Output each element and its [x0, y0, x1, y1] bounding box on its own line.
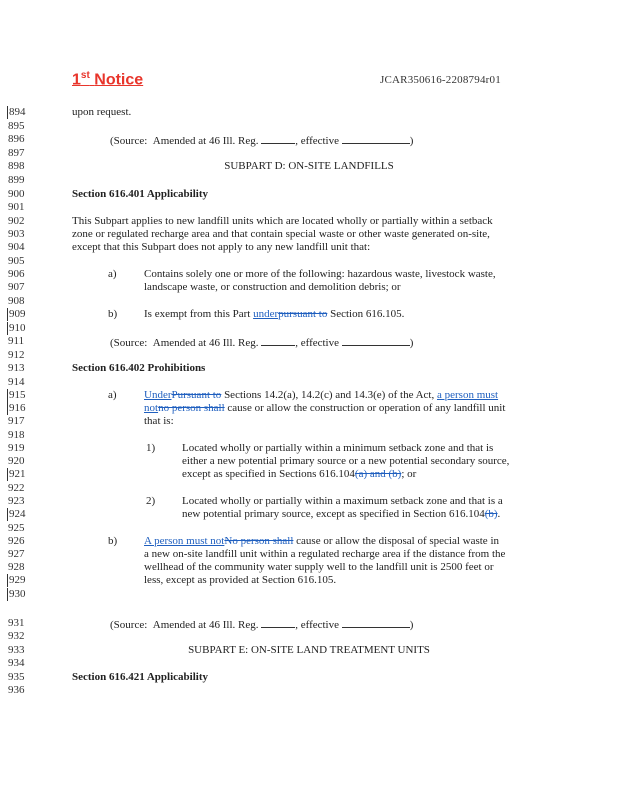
- line-number: 909: [7, 308, 35, 321]
- item-b-label: b): [108, 308, 118, 320]
- insertion-not: not: [144, 402, 159, 414]
- subpart-d-heading: SUBPART D: ON-SITE LANDFILLS: [224, 160, 394, 172]
- line-number: 911: [8, 335, 25, 347]
- line-number: 928: [8, 561, 25, 573]
- source-note-1: (Source: Amended at 46 Ill. Reg. , effective ): [110, 135, 414, 147]
- deletion-a-and-b: (a) and (b): [354, 468, 402, 480]
- subitem-1-920: either a new potential primary source or a new potential secondary source,: [182, 455, 510, 467]
- item-b-909: Is exempt from this Part underpursuant to Section 616.105.: [144, 308, 405, 320]
- line-number: 934: [8, 657, 25, 669]
- subitem-1-919: Located wholly or partially within a minimum setback zone and that is: [182, 442, 494, 454]
- subitem-2-label: 2): [146, 495, 156, 507]
- source-note-2: (Source: Amended at 46 Ill. Reg. , effective ): [110, 337, 414, 349]
- line-number: 929: [7, 574, 35, 587]
- subitem-2-924: new potential primary source, except as specified in Section 616.104(b).: [182, 508, 501, 520]
- line-number: 936: [8, 684, 25, 696]
- line-number: 922: [8, 482, 25, 494]
- line-number: 896: [8, 133, 25, 145]
- section-616-421-heading: Section 616.421 Applicability: [72, 671, 208, 683]
- line-number: 907: [8, 281, 25, 293]
- notice-ordinal: st: [80, 70, 90, 81]
- item-a-915: UnderPursuant to Sections 14.2(a), 14.2(c) and 14.3(e) of the Act, a person must: [144, 389, 499, 401]
- line-number: 914: [8, 376, 25, 388]
- line-894-text: upon request.: [72, 106, 132, 118]
- deletion-pursuant-to: pursuant to: [278, 308, 328, 320]
- line-number: 910: [7, 322, 35, 335]
- insertion-a-person-must-not: A person must not: [144, 535, 225, 547]
- line-number: 905: [8, 255, 25, 267]
- line-number: 919: [8, 442, 25, 454]
- line-number: 918: [8, 429, 25, 441]
- line-number: 932: [8, 630, 25, 642]
- line-number: 895: [8, 120, 25, 132]
- subitem-2-923: Located wholly or partially within a maximum setback zone and that is a: [182, 495, 503, 507]
- line-number: 915: [7, 389, 35, 402]
- deletion-no-person-shall-926: No person shall: [224, 535, 294, 547]
- subpart-e-heading: SUBPART E: ON-SITE LAND TREATMENT UNITS: [188, 644, 430, 656]
- line-number: 901: [8, 201, 25, 213]
- line-number: 926: [8, 535, 25, 547]
- item-b-927: a new on-site landfill unit within a regulated recharge area if the distance from the: [144, 548, 506, 560]
- line-number: 924: [7, 508, 35, 521]
- line-number: 916: [7, 402, 35, 415]
- line-number: 902: [8, 215, 25, 227]
- para-902: This Subpart applies to new landfill units which are located wholly or partially within a setback: [72, 215, 493, 227]
- deletion-no-person-shall: no person shall: [158, 402, 225, 414]
- line-number: 906: [8, 268, 25, 280]
- document-id: JCAR350616-2208794r01: [380, 74, 501, 86]
- line-number: 927: [8, 548, 25, 560]
- section-616-401-heading: Section 616.401 Applicability: [72, 188, 208, 200]
- para-903: zone or regulated recharge area and that contain special waste or other waste generated on-site,: [72, 228, 490, 240]
- item-a-917: that is:: [144, 415, 174, 427]
- notice-title: [72, 70, 143, 89]
- line-number: 898: [8, 160, 25, 172]
- section-616-402-heading: Section 616.402 Prohibitions: [72, 362, 206, 374]
- line-number: 933: [8, 644, 25, 656]
- line-number: 923: [8, 495, 25, 507]
- subitem-1-921: except as specified in Sections 616.104(a) and (b); or: [182, 468, 417, 480]
- line-number: 904: [8, 241, 25, 253]
- line-number: 900: [8, 188, 25, 200]
- deletion-pursuant-to-915: Pursuant to: [171, 389, 222, 401]
- line-number: 931: [8, 617, 25, 629]
- item-b-926: A person must notNo person shall cause or allow the disposal of special waste in: [144, 535, 500, 547]
- source-note-3: (Source: Amended at 46 Ill. Reg. , effective ): [110, 619, 414, 631]
- item-b-928: wellhead of the community water supply well to the landfill unit is 2500 feet or: [144, 561, 494, 573]
- insertion-under: under: [253, 308, 279, 320]
- item-b-929: less, except as provided at Section 616.105.: [144, 574, 337, 586]
- notice-word: Notice: [94, 71, 144, 89]
- subitem-1-label: 1): [146, 442, 156, 454]
- line-number: 935: [8, 671, 25, 683]
- line-number: 930: [7, 588, 35, 601]
- notice-number: 1: [72, 71, 81, 89]
- line-number: 921: [7, 468, 35, 481]
- item-a-label-402: a): [108, 389, 117, 401]
- deletion-b: (b): [484, 508, 498, 520]
- line-number: 897: [8, 147, 25, 159]
- line-number: 894: [7, 106, 35, 119]
- para-904: except that this Subpart does not apply to any new landfill unit that:: [72, 241, 371, 253]
- line-number: 925: [8, 522, 25, 534]
- line-number: 908: [8, 295, 25, 307]
- line-number: 903: [8, 228, 25, 240]
- item-a-label: a): [108, 268, 117, 280]
- item-b-label-402: b): [108, 535, 118, 547]
- line-number: 917: [8, 415, 25, 427]
- line-number: 920: [8, 455, 25, 467]
- item-a-916: notno person shall cause or allow the construction or operation of any landfill unit: [144, 402, 506, 414]
- line-number: 913: [8, 362, 25, 374]
- item-a-906: Contains solely one or more of the following: hazardous waste, livestock waste,: [144, 268, 496, 280]
- line-number: 899: [8, 174, 25, 186]
- insertion-a-person-must: a person must: [436, 389, 499, 401]
- line-number: 912: [8, 349, 25, 361]
- insertion-under-915: Under: [144, 389, 172, 401]
- item-a-907: landscape waste, or construction and demolition debris; or: [144, 281, 401, 293]
